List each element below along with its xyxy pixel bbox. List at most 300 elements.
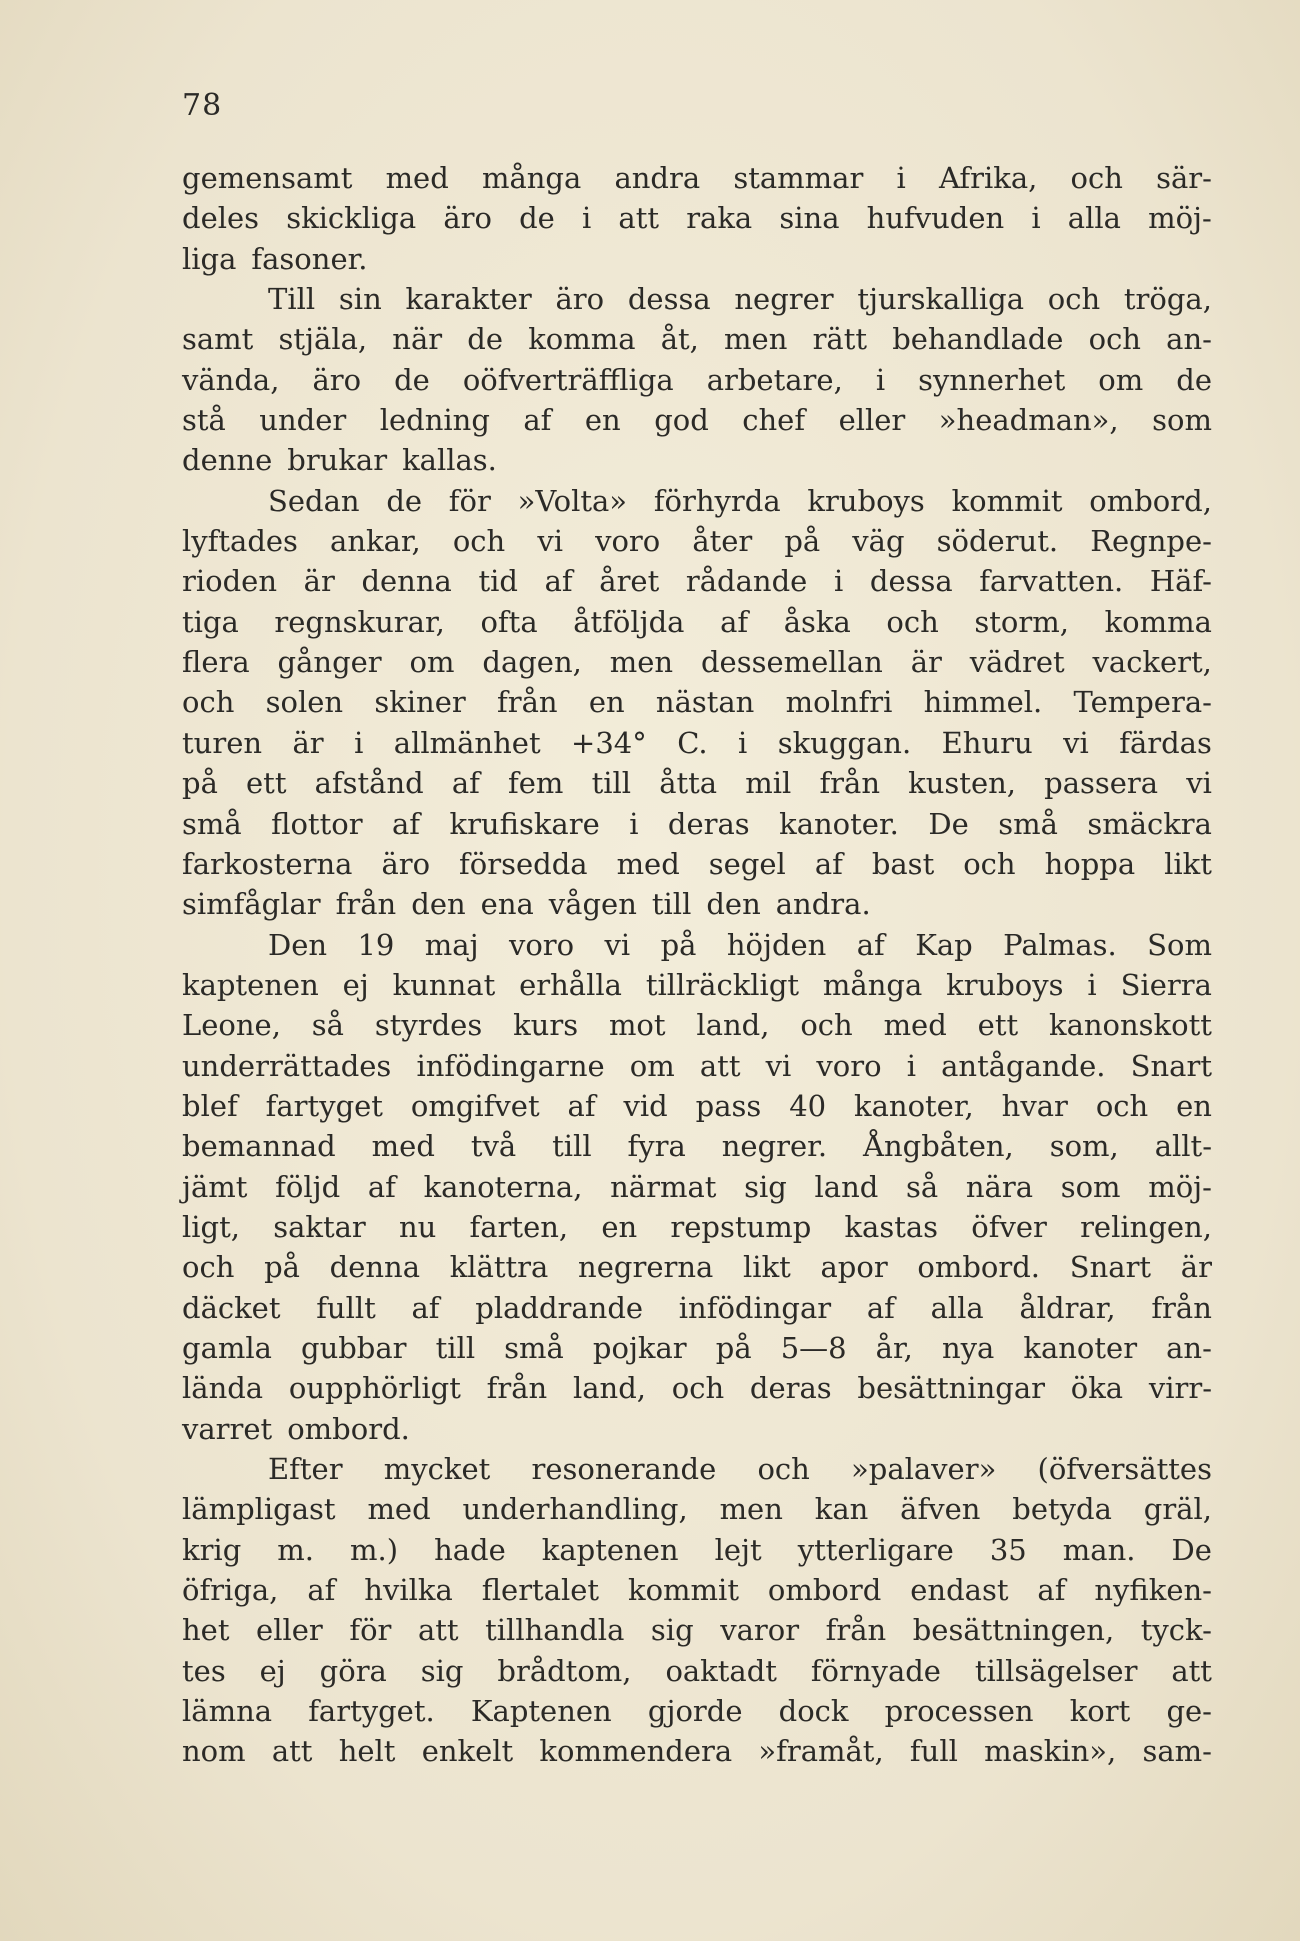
word: året bbox=[599, 564, 660, 599]
word: att bbox=[1171, 1653, 1212, 1688]
word: Som bbox=[1147, 927, 1212, 962]
word: andra. bbox=[775, 887, 871, 922]
word: land, bbox=[572, 1371, 647, 1406]
word: kruboys bbox=[946, 967, 1064, 1002]
word: farten, bbox=[469, 1209, 569, 1244]
word: i bbox=[1031, 201, 1041, 236]
word: närmat bbox=[610, 1169, 717, 1204]
word: till bbox=[552, 1129, 592, 1164]
word: flottor bbox=[271, 806, 363, 841]
word: krig bbox=[182, 1532, 242, 1567]
word: smäckra bbox=[1087, 806, 1212, 841]
word: voro bbox=[816, 1048, 882, 1083]
word: fyra bbox=[627, 1129, 686, 1164]
word: med bbox=[367, 1492, 431, 1527]
word: från bbox=[486, 1371, 548, 1406]
word: många bbox=[822, 967, 923, 1002]
body-text bbox=[182, 158, 1212, 1772]
word: lämna bbox=[182, 1694, 273, 1729]
word: öfver bbox=[971, 1209, 1047, 1244]
word: oupphörligt bbox=[288, 1371, 461, 1406]
word: äfven bbox=[900, 1492, 981, 1527]
word: i bbox=[833, 564, 844, 599]
word: denna bbox=[329, 1250, 421, 1285]
word: följd bbox=[275, 1169, 341, 1204]
word: kaptenen bbox=[541, 1532, 679, 1567]
word: andra bbox=[614, 161, 701, 195]
word: och bbox=[1088, 322, 1141, 357]
word: år, bbox=[875, 1330, 913, 1365]
word: ena bbox=[480, 887, 534, 922]
word: likt bbox=[743, 1250, 791, 1285]
word: nyfiken- bbox=[1094, 1573, 1212, 1608]
word: sig bbox=[420, 1653, 464, 1688]
word: i bbox=[629, 806, 639, 841]
word: flera bbox=[182, 645, 250, 680]
word: nu bbox=[398, 1209, 437, 1244]
word: en bbox=[1176, 1088, 1212, 1123]
word: af bbox=[544, 564, 573, 599]
text-line bbox=[182, 1005, 1212, 1045]
text-line bbox=[182, 1167, 1212, 1207]
word: deras bbox=[667, 806, 750, 841]
word: äro bbox=[555, 282, 605, 317]
word: vågen bbox=[548, 887, 637, 922]
word: fullt bbox=[316, 1290, 376, 1325]
word: De bbox=[928, 806, 969, 841]
word: endast bbox=[910, 1573, 1009, 1608]
word: som, bbox=[1049, 1129, 1119, 1164]
word: men bbox=[724, 322, 788, 357]
word: till bbox=[591, 766, 632, 801]
word: de bbox=[467, 322, 504, 357]
word: kanoter. bbox=[779, 806, 899, 841]
word: så bbox=[906, 1169, 939, 1204]
word: infödingar bbox=[678, 1290, 832, 1325]
word: och bbox=[1095, 1088, 1149, 1123]
word: på bbox=[264, 1250, 300, 1285]
word: af bbox=[1037, 1573, 1066, 1608]
text-line bbox=[182, 1610, 1212, 1650]
word: ombord, bbox=[1089, 483, 1212, 518]
word: flertalet bbox=[481, 1573, 600, 1608]
word: man. bbox=[1062, 1532, 1136, 1567]
word: kusten, bbox=[908, 766, 1016, 801]
word: och bbox=[182, 685, 235, 720]
word: solen bbox=[265, 685, 344, 720]
word: färdas bbox=[1119, 725, 1212, 760]
text-line bbox=[182, 1086, 1212, 1126]
word: många bbox=[481, 161, 582, 195]
word: varor bbox=[720, 1613, 800, 1648]
text-line bbox=[182, 319, 1212, 359]
word: sär- bbox=[1156, 161, 1212, 195]
word: ytterligare bbox=[797, 1532, 954, 1567]
word: afstånd bbox=[314, 766, 424, 801]
word: höjden bbox=[726, 927, 827, 962]
word: ombord bbox=[767, 1573, 882, 1608]
word: brådtom, bbox=[497, 1653, 632, 1688]
word: stjäla, bbox=[278, 322, 368, 357]
word: af bbox=[523, 403, 552, 438]
word: är bbox=[910, 645, 942, 680]
word: äro bbox=[381, 846, 431, 881]
word: åldrar, bbox=[1019, 1290, 1116, 1325]
word: kunnat bbox=[392, 967, 496, 1002]
word: vädret bbox=[969, 645, 1065, 680]
word: ombord. bbox=[287, 1411, 410, 1446]
text-line bbox=[182, 1126, 1212, 1166]
word: deles bbox=[182, 201, 260, 236]
word: hvar bbox=[1001, 1088, 1068, 1123]
word: om bbox=[409, 645, 455, 680]
word: är bbox=[303, 564, 335, 599]
word: förnyade bbox=[810, 1653, 941, 1688]
word: land, bbox=[696, 1008, 770, 1043]
word: hade bbox=[434, 1532, 506, 1567]
word: »headman», bbox=[938, 403, 1119, 438]
word: väg bbox=[852, 524, 905, 559]
word: varret bbox=[182, 1411, 273, 1446]
word: en bbox=[601, 1209, 638, 1244]
word: apor bbox=[820, 1250, 888, 1285]
text-line bbox=[182, 1207, 1212, 1247]
word: Snart bbox=[1069, 1250, 1152, 1285]
word: på bbox=[182, 766, 218, 801]
word: möj- bbox=[1148, 1169, 1212, 1204]
word: betyda bbox=[1012, 1492, 1112, 1527]
text-line bbox=[182, 198, 1212, 238]
word: hvilka bbox=[364, 1573, 453, 1608]
word: blef bbox=[182, 1088, 238, 1123]
word: gamla bbox=[182, 1330, 272, 1365]
word: antågande. bbox=[941, 1048, 1106, 1083]
word: turen bbox=[182, 725, 263, 760]
word: sig bbox=[650, 1613, 694, 1648]
word: pojkar bbox=[592, 1330, 687, 1365]
word: alla bbox=[930, 1290, 984, 1325]
word: är bbox=[1180, 1250, 1212, 1285]
word: samt bbox=[182, 322, 254, 357]
word: tes bbox=[182, 1653, 226, 1688]
word: tid bbox=[478, 564, 518, 599]
word: af bbox=[367, 1169, 396, 1204]
word: virr- bbox=[1148, 1371, 1212, 1406]
word: i bbox=[906, 1048, 916, 1083]
word: med bbox=[616, 846, 680, 881]
word: vi bbox=[1063, 725, 1089, 760]
word: eller bbox=[256, 1613, 323, 1648]
word: fasoner. bbox=[251, 241, 368, 276]
word: från bbox=[335, 887, 397, 922]
word: sam- bbox=[1142, 1734, 1212, 1769]
word: ett bbox=[977, 1008, 1019, 1043]
word: kort bbox=[1069, 1694, 1131, 1729]
text-line bbox=[182, 844, 1212, 884]
word: nom bbox=[182, 1734, 246, 1769]
word: i bbox=[581, 201, 592, 236]
word: het bbox=[182, 1613, 230, 1648]
word: komma bbox=[528, 322, 636, 357]
word: kommit bbox=[628, 1573, 739, 1608]
word: kurs bbox=[513, 1008, 579, 1043]
word: maj bbox=[424, 927, 479, 962]
word: kanoter bbox=[1023, 1330, 1138, 1365]
word: repstump bbox=[670, 1209, 812, 1244]
word: lända bbox=[182, 1371, 264, 1406]
word: i bbox=[354, 725, 364, 760]
word: af bbox=[866, 1290, 895, 1325]
word: och bbox=[800, 1008, 853, 1043]
word: åtföljda bbox=[573, 604, 685, 639]
word: små bbox=[182, 806, 242, 841]
word: voro bbox=[595, 524, 661, 559]
word: och bbox=[757, 1452, 810, 1486]
word: åtta bbox=[659, 766, 718, 801]
word: från bbox=[825, 1613, 887, 1648]
word: kommendera bbox=[539, 1734, 733, 1769]
word: kallas. bbox=[402, 443, 497, 478]
word: Den bbox=[268, 927, 328, 962]
word: ankar, bbox=[330, 524, 421, 559]
word: möj- bbox=[1148, 201, 1212, 236]
word: af bbox=[856, 927, 885, 962]
text-line bbox=[182, 925, 1212, 965]
word: »palaver» bbox=[851, 1452, 997, 1486]
word: nära bbox=[965, 1169, 1033, 1204]
word: storm, bbox=[974, 604, 1069, 639]
word: stå bbox=[182, 403, 226, 438]
text-line bbox=[182, 521, 1212, 561]
word: fartyget bbox=[265, 1088, 383, 1123]
word: omgifvet bbox=[410, 1088, 540, 1123]
word: kommit bbox=[951, 483, 1063, 518]
text-line bbox=[182, 1530, 1212, 1570]
word: underrättades bbox=[182, 1048, 392, 1083]
word: resonerande bbox=[531, 1452, 717, 1486]
word: om bbox=[629, 1048, 675, 1083]
word: ej bbox=[259, 1653, 286, 1688]
word: af bbox=[720, 604, 749, 639]
word: pladdrande bbox=[475, 1290, 644, 1325]
word: +34° bbox=[571, 725, 647, 760]
word: Sierra bbox=[1120, 967, 1212, 1002]
word: under bbox=[259, 403, 347, 438]
word: pass bbox=[695, 1088, 762, 1123]
word: farkosterna bbox=[182, 846, 353, 881]
word: af bbox=[411, 1290, 440, 1325]
word: och bbox=[1070, 161, 1123, 195]
word: maskin», bbox=[984, 1734, 1117, 1769]
word: rioden bbox=[182, 564, 278, 599]
word: skuggan. bbox=[777, 725, 912, 760]
word: men bbox=[609, 645, 674, 680]
word: enkelt bbox=[421, 1734, 514, 1769]
word: helt bbox=[338, 1734, 396, 1769]
word: åt, bbox=[660, 322, 699, 357]
word: kanonskott bbox=[1049, 1008, 1212, 1043]
word: likt bbox=[1164, 846, 1212, 881]
word: jämt bbox=[182, 1169, 248, 1204]
word: skiner bbox=[374, 685, 466, 720]
word: komma bbox=[1104, 604, 1212, 639]
word: tillhandla bbox=[485, 1613, 625, 1648]
word: 35 bbox=[989, 1532, 1027, 1567]
text-line bbox=[182, 1288, 1212, 1328]
word: att bbox=[618, 201, 660, 236]
word: full bbox=[909, 1734, 958, 1769]
word: besättningen, bbox=[912, 1613, 1115, 1648]
word: sin bbox=[338, 282, 382, 317]
word: vackert, bbox=[1092, 645, 1212, 680]
word: kaptenen bbox=[182, 967, 319, 1002]
word: lämpligast bbox=[182, 1492, 336, 1527]
word: klättra bbox=[449, 1250, 549, 1285]
word: kruboys bbox=[807, 483, 925, 518]
text-line bbox=[182, 1368, 1212, 1408]
word: hoppa bbox=[1044, 846, 1136, 881]
word: med bbox=[883, 1008, 947, 1043]
word: liga bbox=[182, 241, 237, 276]
word: an- bbox=[1166, 322, 1212, 357]
word: dessa bbox=[627, 282, 711, 317]
text-line bbox=[182, 1046, 1212, 1086]
text-line bbox=[182, 1691, 1212, 1731]
word: i bbox=[738, 725, 748, 760]
word: stammar bbox=[733, 161, 864, 195]
word: raka bbox=[686, 201, 753, 236]
word: C. bbox=[677, 725, 708, 760]
word: tyck- bbox=[1140, 1613, 1212, 1648]
word: »framåt, bbox=[758, 1734, 884, 1769]
word: två bbox=[470, 1129, 517, 1164]
word: ombord. bbox=[917, 1250, 1041, 1285]
word: mil bbox=[745, 766, 792, 801]
word: vi bbox=[765, 1048, 792, 1083]
word: kanoter, bbox=[854, 1088, 974, 1123]
word: på bbox=[715, 1330, 752, 1365]
text-line bbox=[182, 1449, 1212, 1489]
word: sig bbox=[744, 1169, 787, 1204]
word: dessa bbox=[869, 564, 953, 599]
word: processen bbox=[884, 1694, 1034, 1729]
word: oöfverträffliga bbox=[462, 362, 674, 397]
word: öfriga, bbox=[182, 1573, 279, 1608]
word: krufiskare bbox=[449, 806, 600, 841]
word: Tempera- bbox=[1073, 685, 1212, 720]
word: ligt, bbox=[182, 1209, 240, 1244]
word: att bbox=[699, 1048, 741, 1083]
word: land bbox=[814, 1169, 879, 1204]
word: Kap bbox=[915, 927, 973, 962]
word: chef bbox=[742, 403, 806, 438]
word: de bbox=[1176, 362, 1212, 397]
word: styrdes bbox=[374, 1008, 483, 1043]
word: åska bbox=[783, 604, 851, 639]
word: eller bbox=[838, 403, 906, 438]
word: om bbox=[1098, 362, 1144, 397]
word: nya bbox=[941, 1330, 995, 1365]
word: dessemellan bbox=[700, 645, 883, 680]
text-line bbox=[182, 682, 1212, 722]
text-line bbox=[182, 561, 1212, 601]
word: infödingarne bbox=[416, 1048, 605, 1083]
word: tröga, bbox=[1123, 282, 1212, 317]
word: passera bbox=[1044, 766, 1159, 801]
word: kan bbox=[814, 1492, 869, 1527]
word: de bbox=[386, 483, 423, 518]
word: i bbox=[875, 362, 886, 397]
word: rätt bbox=[812, 322, 868, 357]
word: för bbox=[349, 1613, 392, 1648]
word: af bbox=[451, 766, 480, 801]
word: simfåglar bbox=[182, 887, 321, 922]
word: ge- bbox=[1166, 1694, 1212, 1729]
word: i bbox=[1087, 967, 1097, 1002]
word: de bbox=[394, 362, 430, 397]
word: af bbox=[307, 1573, 336, 1608]
word: Snart bbox=[1130, 1048, 1212, 1083]
text-line bbox=[182, 602, 1212, 642]
word: små bbox=[504, 1330, 564, 1365]
word: bemannad bbox=[182, 1129, 336, 1164]
word: för bbox=[448, 483, 491, 518]
text-line bbox=[182, 642, 1212, 682]
word: af bbox=[392, 806, 421, 841]
word: vi bbox=[1186, 766, 1212, 801]
word: en bbox=[588, 685, 625, 720]
text-line bbox=[182, 1570, 1212, 1610]
word: tillsägelser bbox=[974, 1653, 1138, 1688]
word: när bbox=[392, 322, 443, 357]
word: dagen, bbox=[482, 645, 582, 680]
word: förhyrda bbox=[653, 483, 781, 518]
text-line bbox=[182, 400, 1212, 440]
word: dock bbox=[778, 1694, 849, 1729]
text-line bbox=[182, 481, 1212, 521]
word: behandlade bbox=[892, 322, 1064, 357]
word: från bbox=[819, 766, 881, 801]
word: däcket bbox=[182, 1290, 281, 1325]
word: allmänhet bbox=[393, 725, 541, 760]
word: hufvuden bbox=[866, 201, 1005, 236]
text-line bbox=[182, 1489, 1212, 1529]
text-line bbox=[182, 1409, 1212, 1449]
word: fem bbox=[508, 766, 564, 801]
word: från bbox=[1151, 1290, 1212, 1325]
word: »Volta» bbox=[517, 483, 628, 518]
word: an- bbox=[1166, 1330, 1212, 1365]
word: öka bbox=[1070, 1371, 1124, 1406]
text-line bbox=[182, 1328, 1212, 1368]
word: åter bbox=[692, 524, 753, 559]
word: till bbox=[435, 1330, 476, 1365]
word: söderut. bbox=[936, 524, 1059, 559]
word: deras bbox=[749, 1371, 832, 1406]
word: brukar bbox=[287, 443, 388, 478]
word: denne bbox=[182, 443, 273, 478]
word: negrer bbox=[734, 282, 834, 317]
word: Regnpe- bbox=[1090, 524, 1212, 559]
word: gubbar bbox=[301, 1330, 407, 1365]
word: från bbox=[497, 685, 558, 720]
word: himmel. bbox=[923, 685, 1043, 720]
text-line bbox=[182, 158, 1212, 198]
text-line bbox=[182, 239, 1212, 279]
word: lyftades bbox=[182, 524, 298, 559]
word: relingen, bbox=[1080, 1209, 1212, 1244]
word: tiga bbox=[182, 604, 239, 639]
